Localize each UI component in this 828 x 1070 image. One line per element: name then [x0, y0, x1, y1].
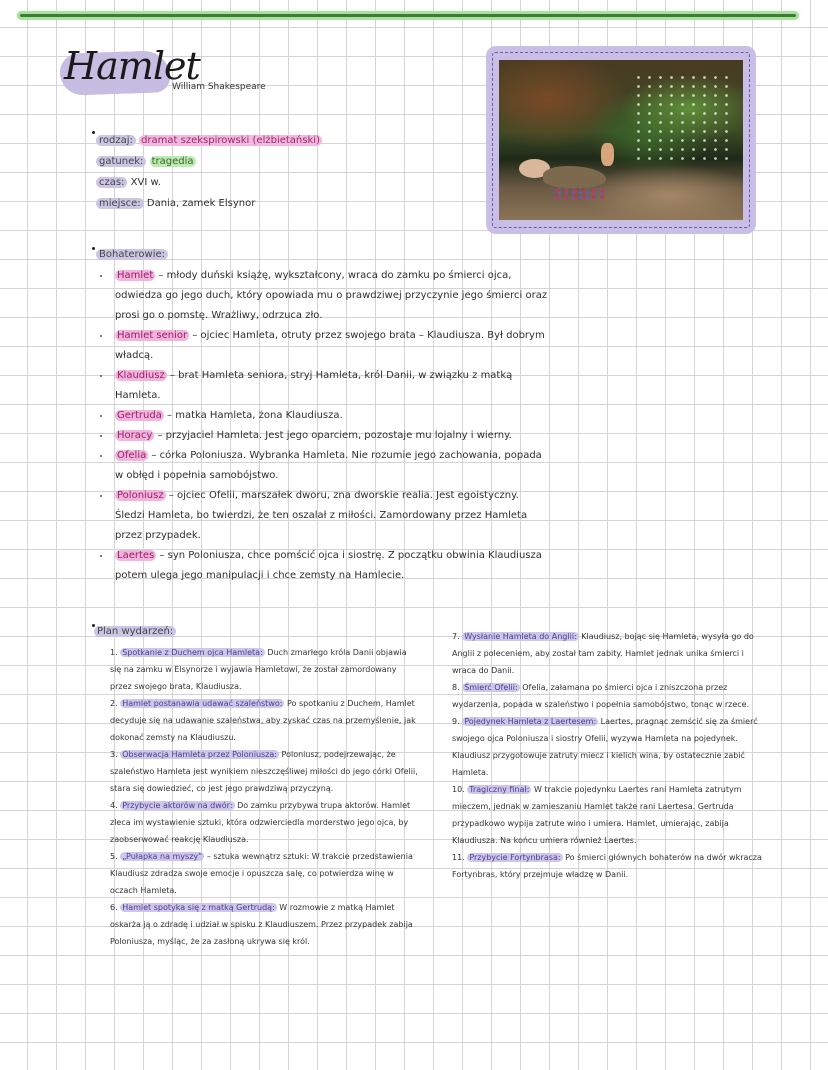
top-divider-line: [20, 14, 796, 17]
character-desc: – młody duński książę, wykształcony, wraca do zamku po śmierci ojca, odwiedza go jego duch, który opowiada mu o prawdziwej przyczynie jego śmierci oraz prosi go o pomstę. Wrażliwy, odrzuca zło.: [115, 270, 548, 321]
event-title: Wysłanie Hamleta do Anglii:: [464, 632, 577, 641]
character-name: Ofelia: [117, 450, 147, 461]
event-text: Po śmierci głównych bohaterów na dwór wkracza Fortynbras, który przejmuje władzę w Danii.: [452, 853, 762, 879]
character-name: Hamlet senior: [117, 330, 188, 341]
list-bullet-icon: [100, 435, 102, 437]
character-desc: – ojciec Ofelii, marszałek dworu, zna dworskie realia. Jest egoistyczny. Śledzi Hamleta, bo twierdzi, że ten oszalał z miłości. Zamordowany przez Hamleta przez przypadek.: [115, 490, 528, 541]
event-text: Laertes, pragnąc zemścić się za śmierć swojego ojca Poloniusza i siostry Ofelii, wyzywa Hamleta na pojedynek. Klaudiusz przygotowuje zatruty miecz i kielich wina, by ostatecznie zabić Hamleta.: [452, 717, 758, 777]
list-bullet-icon: [100, 335, 102, 337]
character-item: [108, 406, 548, 426]
painting-hand: [601, 143, 613, 165]
meta-block: [96, 130, 322, 214]
character-item: [108, 266, 548, 326]
event-number: 8.: [452, 683, 460, 692]
event-number: 11.: [452, 853, 465, 862]
character-name: Laertes: [117, 550, 155, 561]
character-desc: – ojciec Hamleta, otruty przez swojego brata – Klaudiusza. Był dobrym władcą.: [115, 330, 545, 361]
event-text: W trakcie pojedynku Laertes rani Hamleta zatrutym mieczem, jednak w zamieszaniu Hamlet także rani Laertesa. Gertruda przypadkowo wypija zatrute wino i umiera. Hamlet, umierając, zabija Klaudiusza. Na końcu umiera również Laertes.: [452, 785, 742, 845]
event-number: 10.: [452, 785, 465, 794]
ophelia-painting: [499, 60, 743, 220]
meta-gatunek: [96, 151, 322, 172]
plan-heading-label: Plan wydarzeń:: [94, 626, 176, 637]
meta-label: czas:: [96, 177, 127, 188]
meta-czas: [96, 172, 322, 193]
event-text: Duch zmarłego króla Danii objawia się na zamku w Elsynorze i wyjawia Hamletowi, że został zamordowany przez swojego brata, Klaudiusza.: [110, 648, 407, 691]
event-text: Klaudiusz, bojąc się Hamleta, wysyła go do Anglii z poleceniem, aby został tam zabity. Hamlet jednak unika śmierci i wraca do Danii.: [452, 632, 754, 675]
event-title: Obserwacja Hamleta przez Poloniusza:: [122, 750, 277, 759]
event-number: 5.: [110, 852, 118, 861]
bullet-icon: [92, 247, 95, 250]
list-bullet-icon: [100, 375, 102, 377]
character-name: Horacy: [117, 430, 153, 441]
character-desc: – syn Poloniusza, chce pomścić ojca i siostrę. Z początku obwinia Klaudiusza potem ulega jego manipulacji i chce zemsty na Hamlecie.: [115, 550, 542, 581]
author: William Shakespeare: [172, 82, 266, 92]
meta-value: dramat szekspirowski (elżbietański): [141, 135, 320, 146]
plan-event: [452, 679, 770, 713]
event-title: „Pułapka na myszy”: [122, 852, 203, 861]
event-number: 1.: [110, 648, 118, 657]
event-title: Spotkanie z Duchem ojca Hamleta:: [122, 648, 263, 657]
event-title: Śmierć Ofelii:: [464, 683, 518, 692]
plan-event: [110, 695, 420, 746]
plan-event: [110, 746, 420, 797]
event-title: Hamlet spotyka się z matką Gertrudą:: [122, 903, 275, 912]
meta-value: Dania, zamek Elsynor: [146, 198, 256, 209]
characters-list: [108, 266, 548, 586]
character-item: [108, 366, 548, 406]
meta-value: XVI w.: [130, 177, 161, 188]
event-title: Pojedynek Hamleta z Laertesem:: [464, 717, 597, 726]
meta-value: tragedia: [151, 156, 194, 167]
meta-label: miejsce:: [96, 198, 144, 209]
plan-event: [452, 849, 770, 883]
character-desc: – brat Hamleta seniora, stryj Hamleta, król Danii, w związku z matką Hamleta.: [115, 370, 513, 401]
list-bullet-icon: [100, 275, 102, 277]
painting-bouquet: [553, 188, 607, 199]
event-number: 6.: [110, 903, 118, 912]
event-title: Przybycie Fortynbrasa:: [469, 853, 561, 862]
character-item: [108, 326, 548, 366]
meta-label: gatunek:: [96, 156, 146, 167]
image-frame: [486, 46, 756, 234]
event-text: Po spotkaniu z Duchem, Hamlet decyduje się na udawanie szaleństwa, aby zyskać czas na przemyślenie, jak dokonać zemsty na Klaudiuszu.: [110, 699, 416, 742]
meta-rodzaj: [96, 130, 322, 151]
event-text: Poloniusz, podejrzewając, że szaleństwo Hamleta jest wynikiem nieszczęśliwej miłości do jego córki Ofelii, stara się dowiedzieć, co jest jego prawdziwą przyczyną.: [110, 750, 418, 793]
characters-heading-label: Bohaterowie:: [96, 249, 168, 260]
list-bullet-icon: [100, 415, 102, 417]
event-text: W rozmowie z matką Hamlet oskarża ją o zdradę i udział w spisku z Klaudiuszem. Przez przypadek zabija Poloniusza, myśląc, że za zasłoną ukrywa się król.: [110, 903, 413, 946]
character-desc: – córka Poloniusza. Wybranka Hamleta. Nie rozumie jego zachowania, popada w obłęd i popełnia samobójstwo.: [115, 450, 542, 481]
event-text: Ofelia, załamana po śmierci ojca i zniszczona przez wydarzenia, popada w szaleństwo i popełnia samobójstwo, tonąc w rzece.: [452, 683, 750, 709]
plan-event: [452, 713, 770, 781]
list-bullet-icon: [100, 555, 102, 557]
meta-label: rodzaj:: [96, 135, 136, 146]
list-bullet-icon: [100, 455, 102, 457]
plan-column-right: [452, 628, 770, 883]
plan-event: [452, 781, 770, 849]
list-bullet-icon: [100, 495, 102, 497]
bullet-icon: [92, 131, 95, 134]
character-desc: – matka Hamleta, żona Klaudiusza.: [163, 410, 343, 421]
painting-flowers: [633, 73, 735, 161]
characters-heading: [96, 249, 168, 260]
painting-dress: [543, 166, 606, 188]
event-title: Przybycie aktorów na dwór:: [122, 801, 233, 810]
event-number: 7.: [452, 632, 460, 641]
event-text: – sztuka wewnątrz sztuki: W trakcie przedstawienia Klaudiusz zdradza swoje emocje i opuszcza salę, co potwierdza winę w oczach Hamleta.: [110, 852, 413, 895]
character-name: Poloniusz: [117, 490, 164, 501]
plan-column-left: [110, 644, 420, 950]
event-text: Do zamku przybywa trupa aktorów. Hamlet zleca im wystawienie sztuki, która odzwierciedla morderstwo jego ojca, by zaobserwować reakcję Klaudiusza.: [110, 801, 411, 844]
character-name: Hamlet: [117, 270, 154, 281]
plan-event: [452, 628, 770, 679]
plan-event: [110, 848, 420, 899]
plan-event: [110, 797, 420, 848]
character-desc: – przyjaciel Hamleta. Jest jego oparciem, pozostaje mu lojalny i wierny.: [154, 430, 512, 441]
character-item: [108, 426, 548, 446]
event-number: 3.: [110, 750, 118, 759]
character-name: Gertruda: [117, 410, 162, 421]
event-number: 2.: [110, 699, 118, 708]
character-item: [108, 446, 548, 486]
character-item: [108, 546, 548, 586]
event-title: Hamlet postanawia udawać szaleństwo:: [122, 699, 283, 708]
character-name: Klaudiusz: [117, 370, 165, 381]
page-title: Hamlet: [64, 44, 200, 88]
event-number: 4.: [110, 801, 118, 810]
meta-miejsce: [96, 193, 322, 214]
plan-heading: [94, 626, 176, 637]
plan-event: [110, 644, 420, 695]
event-title: Tragiczny finał:: [469, 785, 530, 794]
event-number: 9.: [452, 717, 460, 726]
character-item: [108, 486, 548, 546]
plan-event: [110, 899, 420, 950]
